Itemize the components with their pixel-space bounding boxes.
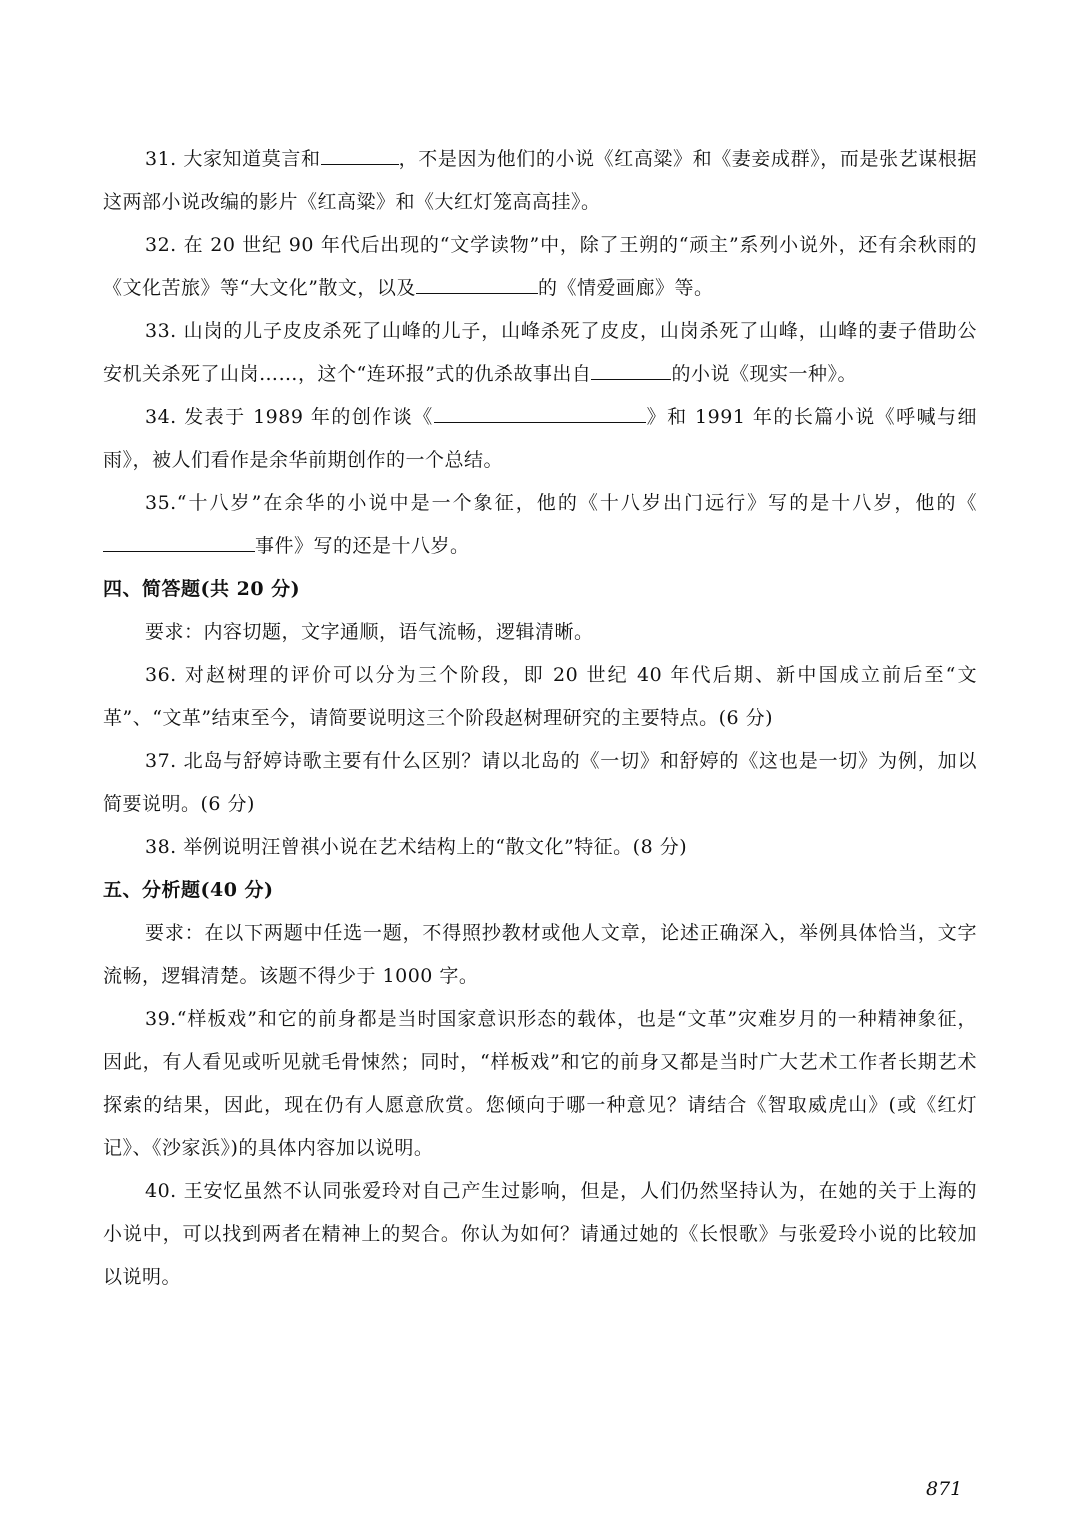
question-31-text-a: 31. 大家知道莫言和 [145,148,321,170]
question-37: 37. 北岛与舒婷诗歌主要有什么区别？请以北岛的《一切》和舒婷的《这也是一切》为例，加以简要说明。(6 分) [103,750,977,815]
question-38: 38. 举例说明汪曾祺小说在艺术结构上的“散文化”特征。(8 分) [145,836,688,858]
section-5-requirement: 要求：在以下两题中任选一题，不得照抄教材或他人文章，论述正确深入，举例具体恰当，文字流畅，逻辑清楚。该题不得少于 1000 字。 [103,922,977,987]
question-32-text-a: 32. 在 20 世纪 90 年代后出现的“文学读物”中，除了王朔的“顽主”系列小说外，还有余秋雨的《文化苦旅》等“大文化”散文，以及 [103,234,977,299]
question-33-text-b: 的小说《现实一种》。 [671,363,857,385]
section-4-title: 四、简答题(共 20 分) [103,578,301,600]
question-35-text-b: 事件》写的还是十八岁。 [255,535,470,557]
page-number: 871 [926,1478,963,1500]
question-33-blank [591,361,671,380]
question-32-blank [416,275,538,294]
question-36: 36. 对赵树理的评价可以分为三个阶段，即 20 世纪 40 年代后期、新中国成立前后至“文革”、“文革”结束至今，请简要说明这三个阶段赵树理研究的主要特点。(6 分) [103,664,977,729]
question-39: 39.“样板戏”和它的前身都是当时国家意识形态的载体，也是“文革”灾难岁月的一种精神象征，因此，有人看见或听见就毛骨悚然；同时，“样板戏”和它的前身又都是当时广大艺术工作者长期艺术探索的结果，因此，现在仍有人愿意欣赏。您倾向于哪一种意见？请结合《智取威虎山》(或《红灯记》、《沙家浜》)的具体内容加以说明。 [103,1008,977,1159]
question-31-blank [321,146,399,165]
question-35-blank [103,533,255,552]
page-content [103,138,977,1299]
question-31-text-b: ，不是因为他们的小说《红高粱》和《妻妾成群》，而是张艺谋根据这两部小说改编的影片《红高粱》和《大红灯笼高高挂》。 [103,148,977,213]
question-31 [103,138,977,224]
question-33-text-a: 33. 山岗的儿子皮皮杀死了山峰的儿子，山峰杀死了皮皮，山岗杀死了山峰，山峰的妻子借助公安机关杀死了山岗……，这个“连环报”式的仇杀故事出自 [103,320,977,385]
section-5-title: 五、分析题(40 分) [103,879,274,901]
question-35-text-a: 35.“十八岁”在余华的小说中是一个象征，他的《十八岁出门远行》写的是十八岁，他的《 [145,492,977,514]
question-33 [103,310,977,396]
question-35 [103,482,977,568]
question-34-blank [434,404,646,423]
question-32 [103,224,977,310]
question-34 [103,396,977,482]
question-34-text-b: 》和 1991 年的长篇小说《呼喊与细雨》，被人们看作是余华前期创作的一个总结。 [103,406,977,471]
section-4-requirement: 要求：内容切题，文字通顺，语气流畅，逻辑清晰。 [145,621,594,643]
question-40: 40. 王安忆虽然不认同张爱玲对自己产生过影响，但是，人们仍然坚持认为，在她的关于上海的小说中，可以找到两者在精神上的契合。你认为如何？请通过她的《长恨歌》与张爱玲小说的比较加以说明。 [103,1180,977,1288]
question-34-text-a: 34. 发表于 1989 年的创作谈《 [145,406,434,428]
question-32-text-b: 的《情爱画廊》等。 [537,277,714,299]
